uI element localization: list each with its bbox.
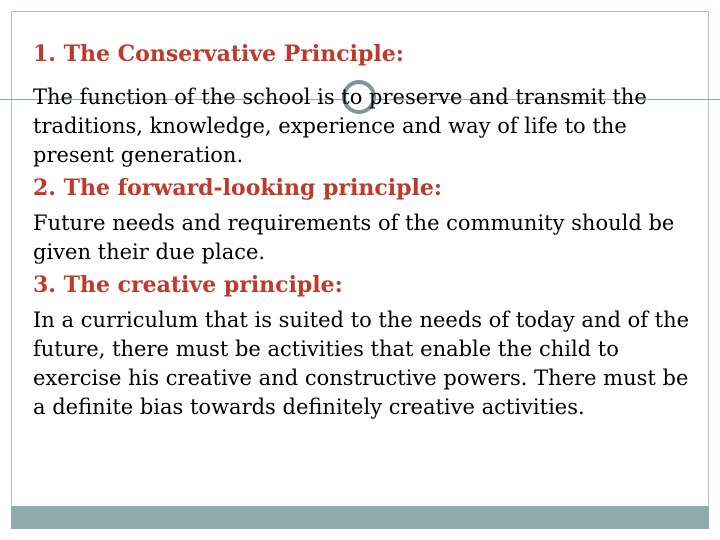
section-heading-conservative: 1. The Conservative Principle: — [33, 41, 404, 67]
slide-content — [33, 40, 693, 422]
section-body-creative: In a curriculum that is suited to the needs of today and of the future, there must be activities that enable the child to exercise his creative and constructive powers. There must be a definite bias towards definitely creative activities. — [33, 308, 690, 419]
section-heading-forward-looking: 2. The forward-looking principle: — [33, 175, 442, 201]
section-body-conservative: The function of the school is to preserve and transmit the traditions, knowledge, experience and way of life to the present generation. — [33, 85, 647, 167]
section-heading-creative: 3. The creative principle: — [33, 272, 343, 298]
section-body-forward-looking: Future needs and requirements of the community should be given their due place. — [33, 211, 675, 264]
footer-bar — [11, 506, 709, 529]
